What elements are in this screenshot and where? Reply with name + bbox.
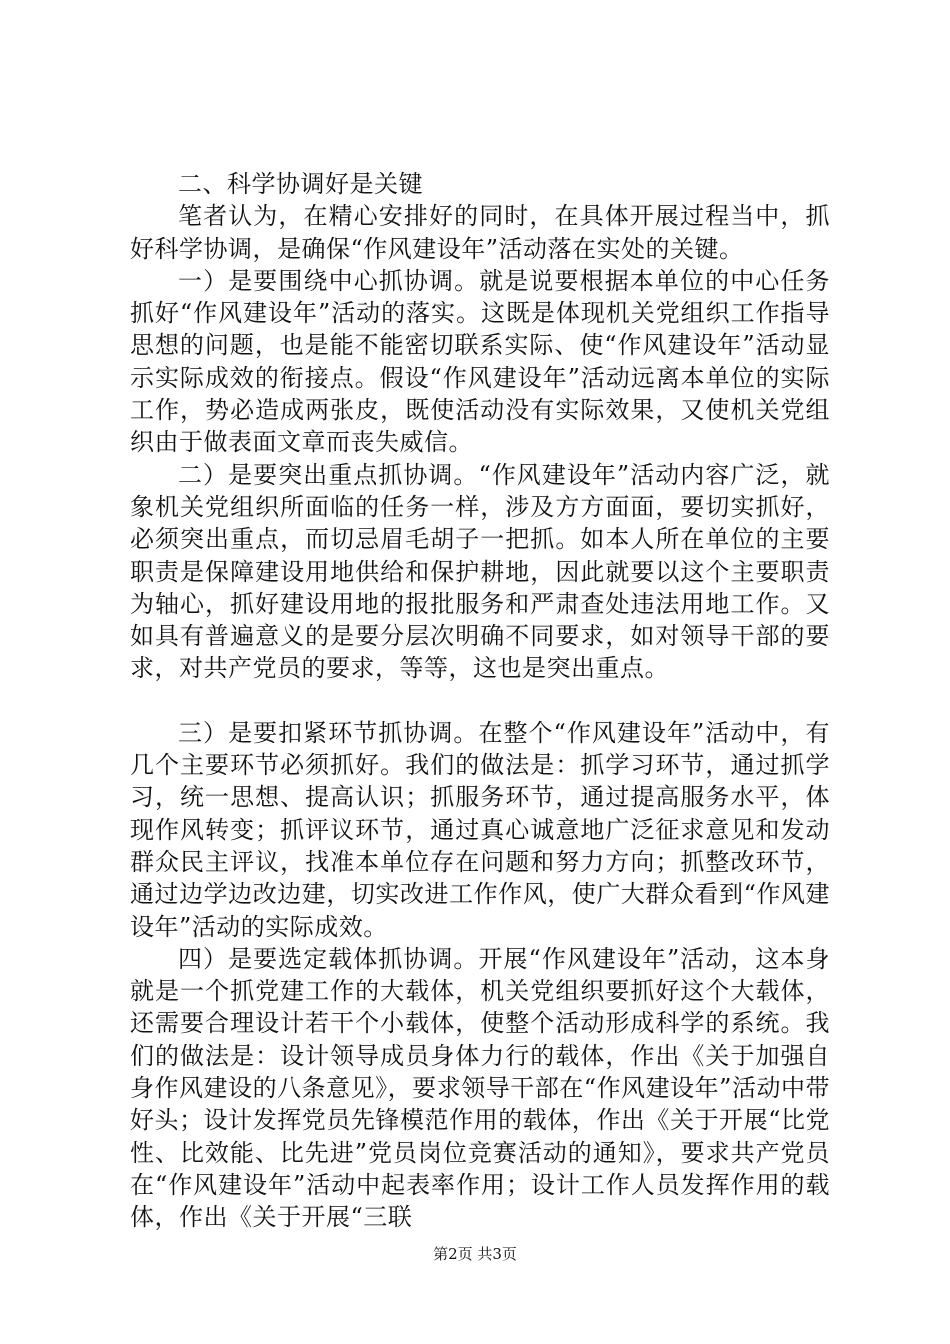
paragraph-point-2: 二）是要突出重点抓协调。“作风建设年”活动内容广泛，就象机关党组织所面临的任务一样，涉及方方面面，要切实抓好，必须突出重点，而切忌眉毛胡子一把抓。如本人所在单位的主要职责是保障建设用地供给和保护耕地，因此就要以这个主要职责为轴心，抓好建设用地的报批服务和严肃查处违法用地工作。又如具有普遍意义的是要分层次明确不同要求，如对领导干部的要求，对共产党员的要求，等等，这也是突出重点。 (130, 460, 830, 683)
paragraph-point-1: 一）是要围绕中心抓协调。就是说要根据本单位的中心任务抓好“作风建设年”活动的落实。这既是体现机关党组织工作指导思想的问题，也是能不能密切联系实际、使“作风建设年”活动显示实际成效的衔接点。假设“作风建设年”活动远离本单位的实际工作，势必造成两张皮，既使活动没有实际效果，又使机关党组织由于做表面文章而丧失威信。 (130, 266, 830, 457)
paragraph-intro: 笔者认为，在精心安排好的同时，在具体开展过程当中，抓好科学协调，是确保“作风建设年”活动落在实处的关键。 (130, 202, 830, 263)
paragraph-point-3: 三）是要扣紧环节抓协调。在整个“作风建设年”活动中，有几个主要环节必须抓好。我们的做法是：抓学习环节，通过抓学习，统一思想、提高认识；抓服务环节，通过提高服务水平，体现作风转变；抓评议环节，通过真心诚意地广泛征求意见和发动群众民主评议，找准本单位存在问题和努力方向；抓整改环节，通过边学边改边建，切实改进工作作风，使广大群众看到“作风建设年”活动的实际成效。 (130, 718, 830, 941)
document-body (130, 168, 830, 1234)
paragraph-point-4: 四）是要选定载体抓协调。开展“作风建设年”活动，这本身就是一个抓党建工作的大载体，机关党组织要抓好这个大载体，还需要合理设计若干个小载体，使整个活动形成科学的系统。我们的做法是：设计领导成员身体力行的载体，作出《关于加强自身作风建设的八条意见》，要求领导干部在“作风建设年”活动中带好头；设计发挥党员先锋模范作用的载体，作出《关于开展“比党性、比效能、比先进”党员岗位竞赛活动的通知》，要求共产党员在“作风建设年”活动中起表率作用；设计工作人员发挥作用的载体，作出《关于开展“三联 (130, 944, 830, 1232)
page-footer: 第2页 共3页 (433, 1245, 517, 1263)
section-heading: 二、科学协调好是关键 (178, 170, 423, 198)
